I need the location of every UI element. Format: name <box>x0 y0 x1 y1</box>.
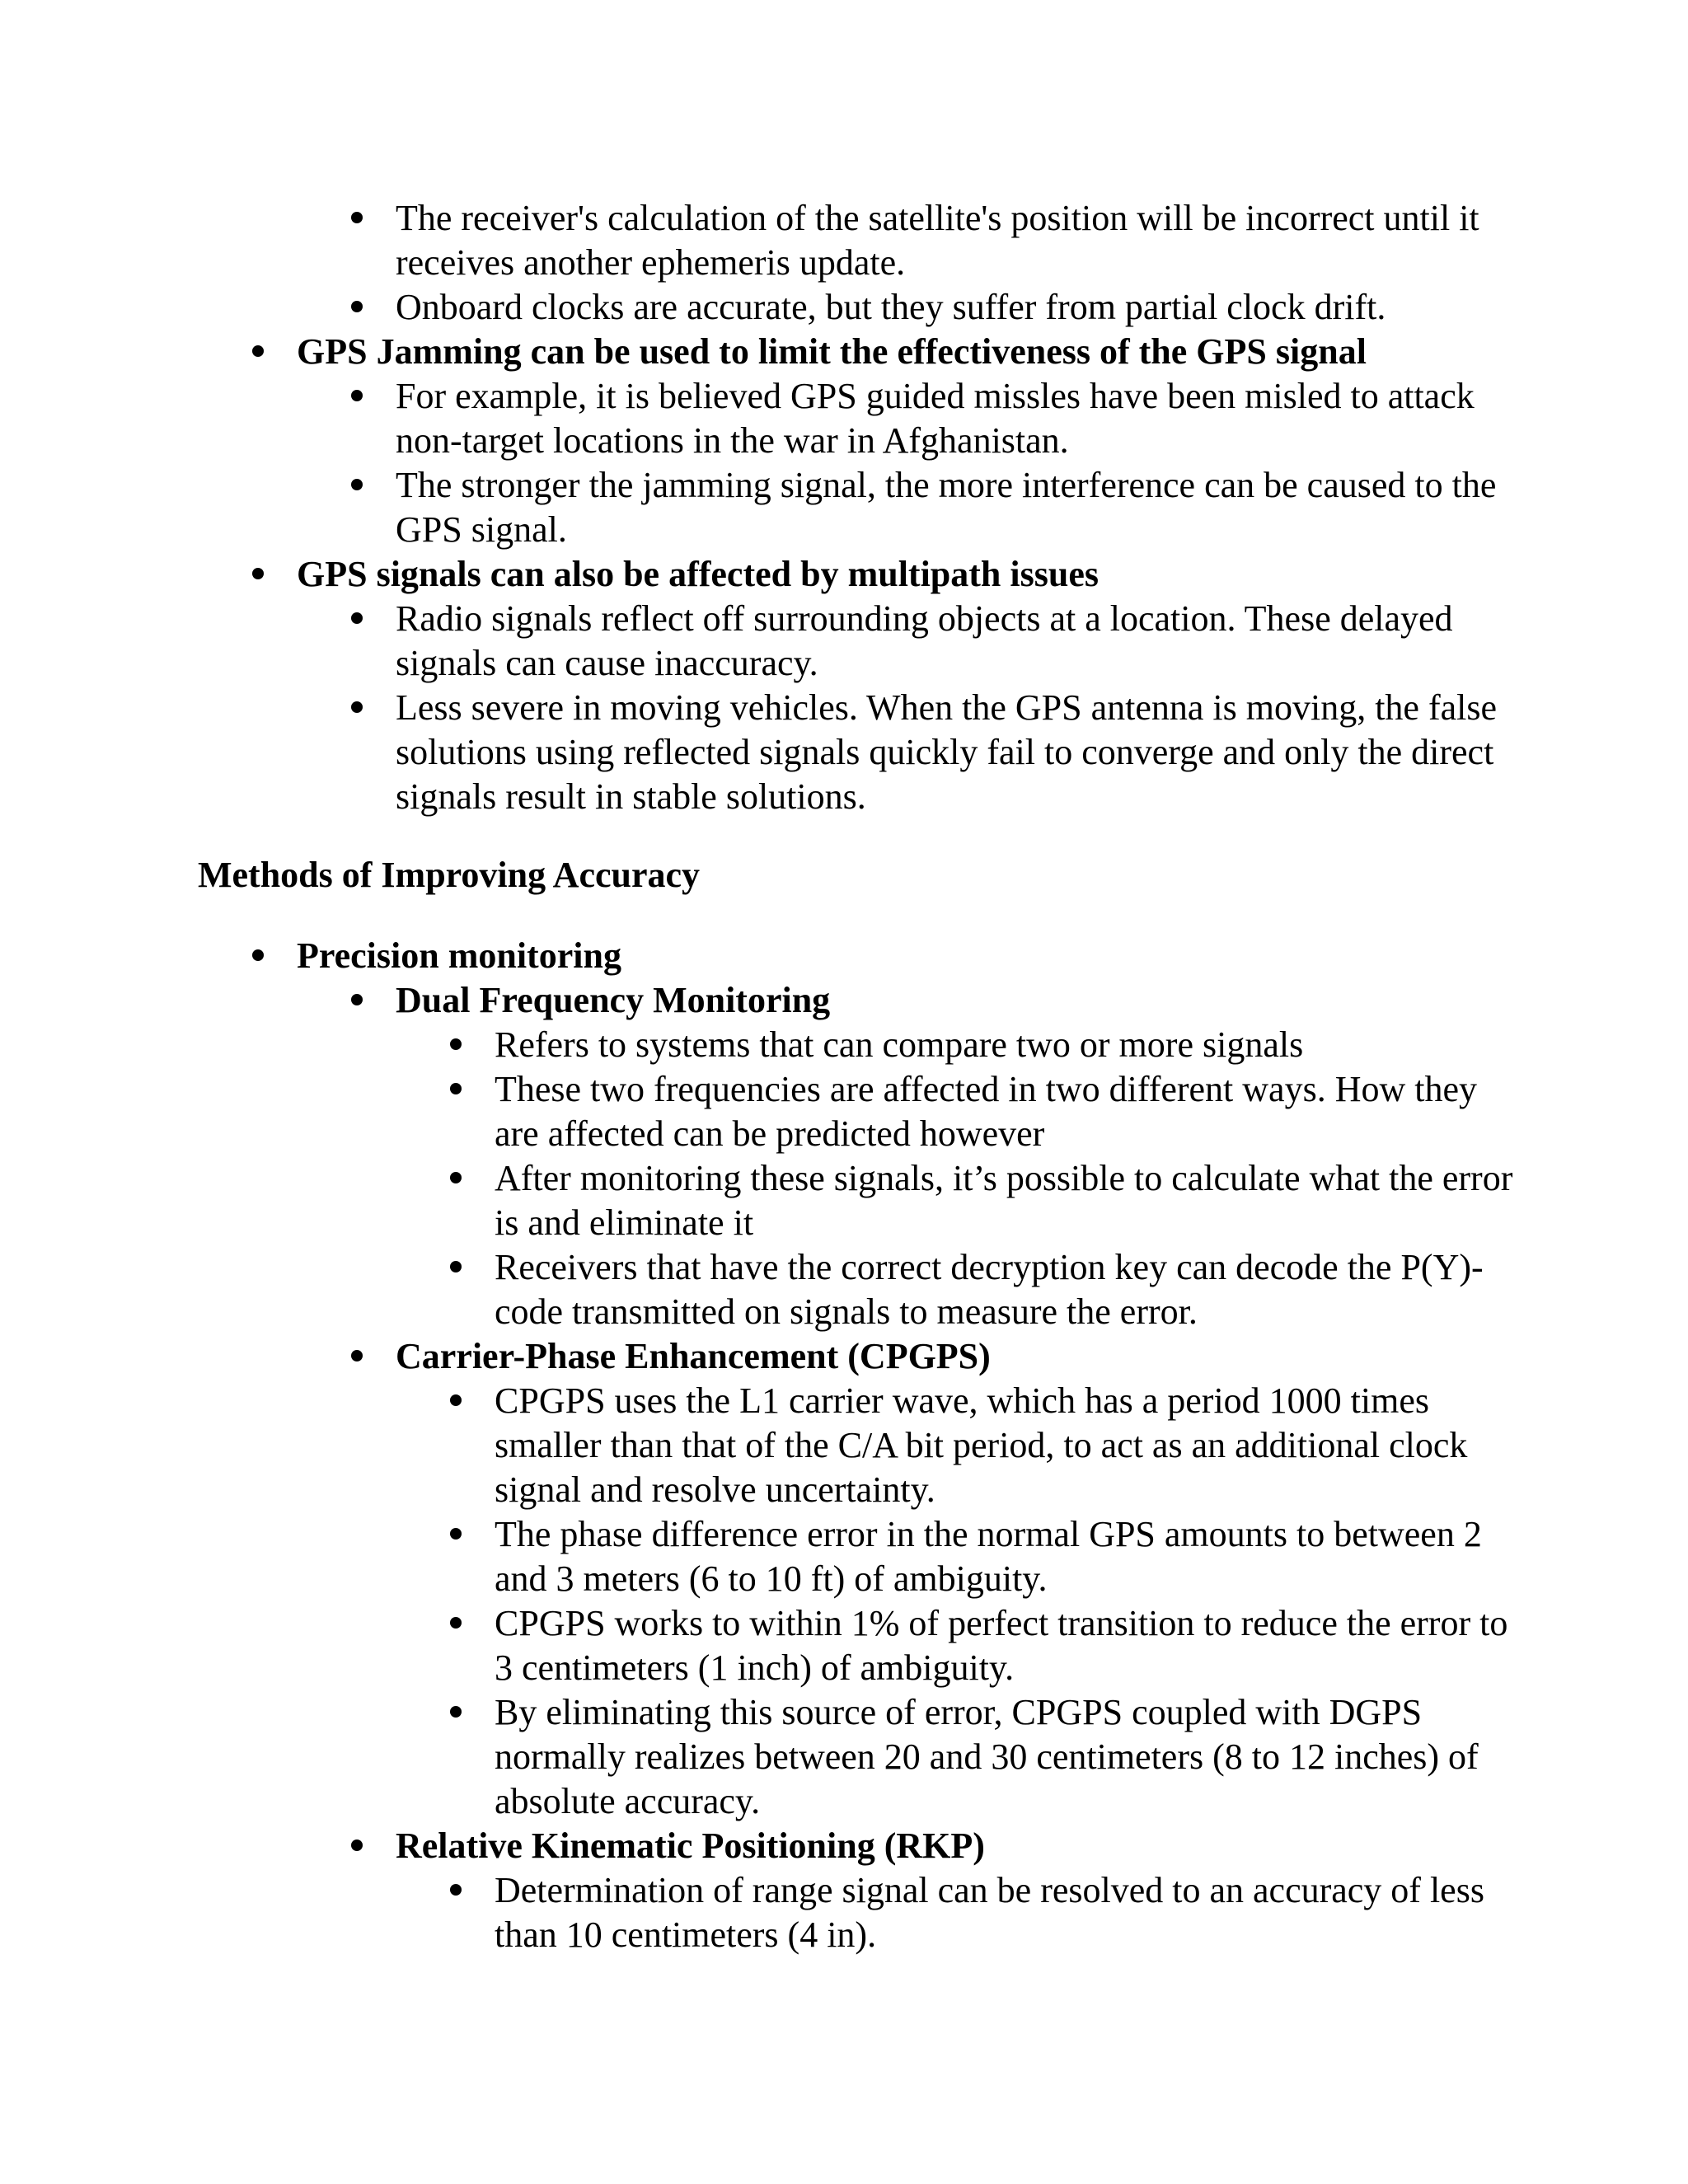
bullet-item-decryption-key: Receivers that have the correct decryption key can decode the P(Y)-code transmitted on signals to measure the error. <box>0 1245 1517 1334</box>
bullet-item-range-signal: Determination of range signal can be resolved to an accuracy of less than 10 centimeters (4 in). <box>0 1868 1517 1957</box>
bullet-item-radio-reflection: Radio signals reflect off surrounding objects at a location. These delayed signals can cause inaccuracy. <box>0 597 1517 686</box>
bullet-list-upper <box>0 196 1688 819</box>
bullet-item-missles-example: For example, it is believed GPS guided missles have been misled to attack non-target locations in the war in Afghanistan. <box>0 374 1517 463</box>
bullet-item-absolute-accuracy: By eliminating this source of error, CPGPS coupled with DGPS normally realizes between 20 and 30 centimeters (8 to 12 inches) of absolute accuracy. <box>0 1690 1517 1824</box>
section-heading: Methods of Improving Accuracy <box>198 855 701 895</box>
bullet-item-dual-frequency: Dual Frequency Monitoring <box>0 978 1517 1023</box>
bullet-item-carrier-phase: Carrier-Phase Enhancement (CPGPS) <box>0 1334 1517 1379</box>
bullet-item-clock-drift: Onboard clocks are accurate, but they suffer from partial clock drift. <box>0 285 1517 330</box>
bullet-item-perfect-transition: CPGPS works to within 1% of perfect transition to reduce the error to 3 centimeters (1 inch) of ambiguity. <box>0 1601 1517 1690</box>
bullet-item-compare-signals: Refers to systems that can compare two or more signals <box>0 1023 1517 1067</box>
bullet-item-phase-difference: The phase difference error in the normal GPS amounts to between 2 and 3 meters (6 to 10 ft) of ambiguity. <box>0 1512 1517 1601</box>
bullet-item-two-frequencies: These two frequencies are affected in two different ways. How they are affected can be predicted however <box>0 1067 1517 1156</box>
bullet-item-calculate-error: After monitoring these signals, it’s possible to calculate what the error is and eliminate it <box>0 1156 1517 1245</box>
bullet-item-ephemeris: The receiver's calculation of the satellite's position will be incorrect until it receives another ephemeris update. <box>0 196 1517 285</box>
bullet-item-rkp: Relative Kinematic Positioning (RKP) <box>0 1824 1517 1868</box>
bullet-item-multipath: GPS signals can also be affected by multipath issues <box>0 552 1517 597</box>
bullet-item-jamming-strength: The stronger the jamming signal, the more interference can be caused to the GPS signal. <box>0 463 1517 552</box>
bullet-item-moving-vehicles: Less severe in moving vehicles. When the GPS antenna is moving, the false solutions using reflected signals quickly fail to converge and only the direct signals result in stable solutions. <box>0 686 1517 819</box>
bullet-list-lower <box>0 934 1688 1957</box>
bullet-item-precision-monitoring: Precision monitoring <box>0 934 1517 978</box>
bullet-item-gps-jamming: GPS Jamming can be used to limit the effectiveness of the GPS signal <box>0 330 1517 374</box>
bullet-item-l1-carrier: CPGPS uses the L1 carrier wave, which has a period 1000 times smaller than that of the C/A bit period, to act as an additional clock signal and resolve uncertainty. <box>0 1379 1517 1512</box>
